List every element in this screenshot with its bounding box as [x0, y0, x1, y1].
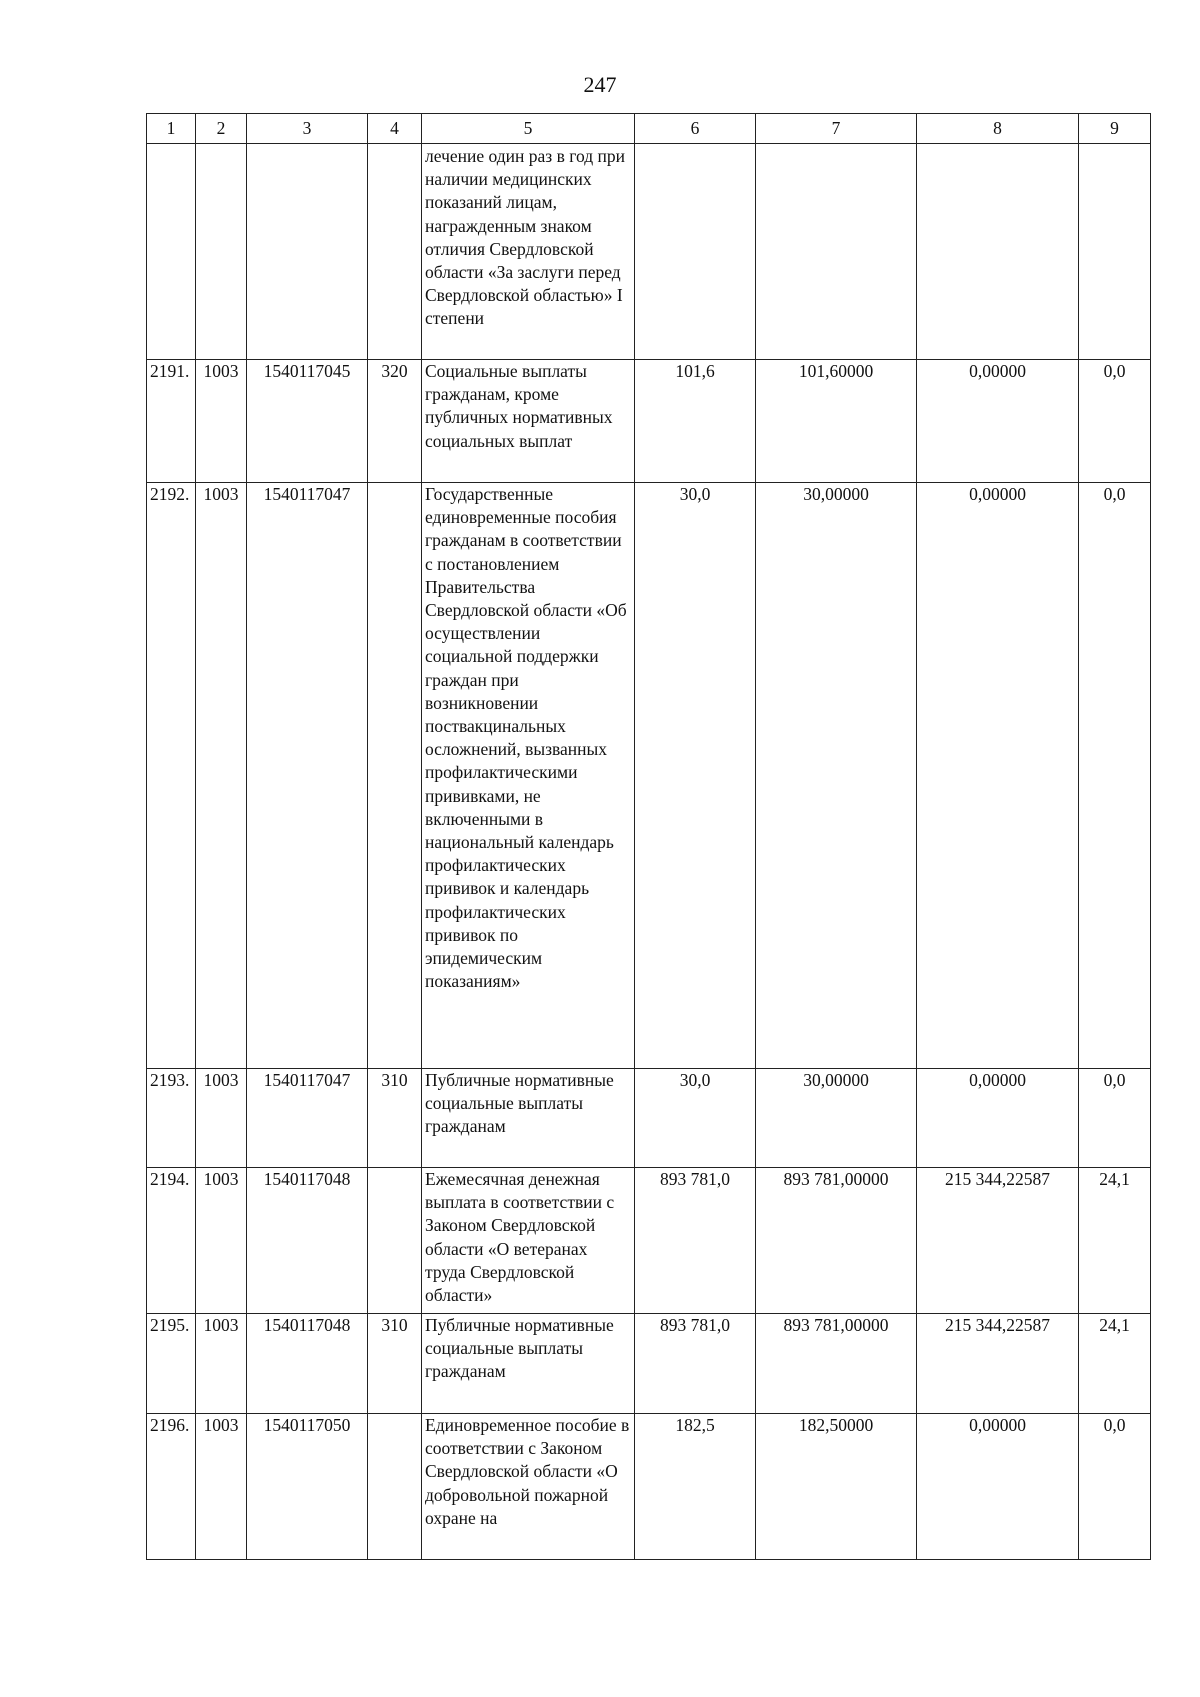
- execution-percent: 0,0: [1079, 1414, 1151, 1560]
- header-cell-9: 9: [1079, 114, 1151, 144]
- expense-type-code: [368, 1168, 422, 1314]
- expense-type-code: 310: [368, 1314, 422, 1414]
- refined-amount: 30,00000: [756, 483, 917, 1069]
- execution-percent: 0,0: [1079, 483, 1151, 1069]
- executed-amount: 0,00000: [917, 483, 1079, 1069]
- header-cell-5: 5: [422, 114, 635, 144]
- target-code: 1540117045: [247, 360, 368, 483]
- table-row: [147, 144, 1151, 360]
- target-code: [247, 144, 368, 360]
- execution-percent: [1079, 144, 1151, 360]
- target-code: 1540117050: [247, 1414, 368, 1560]
- expense-type-code: [368, 144, 422, 360]
- target-code: 1540117047: [247, 1069, 368, 1168]
- target-code: 1540117048: [247, 1168, 368, 1314]
- page-number: 247: [583, 72, 617, 97]
- execution-percent: 0,0: [1079, 1069, 1151, 1168]
- refined-amount: 30,00000: [756, 1069, 917, 1168]
- expense-name: Публичные нормативные социальные выплаты гражданам: [422, 1314, 635, 1414]
- row-number: 2193.: [147, 1069, 196, 1168]
- executed-amount: 0,00000: [917, 1069, 1079, 1168]
- section-code: 1003: [196, 360, 247, 483]
- expense-name: лечение один раз в год при наличии медицинских показаний лицам, награжденным знаком отличия Свердловской области «За заслуги перед Свердловской областью» I степени: [422, 144, 635, 360]
- table-row: [147, 360, 1151, 483]
- plan-amount: [635, 144, 756, 360]
- refined-amount: 101,60000: [756, 360, 917, 483]
- header-cell-2: 2: [196, 114, 247, 144]
- executed-amount: 215 344,22587: [917, 1168, 1079, 1314]
- header-cell-8: 8: [917, 114, 1079, 144]
- refined-amount: 182,50000: [756, 1414, 917, 1560]
- expense-type-code: [368, 1414, 422, 1560]
- section-code: 1003: [196, 483, 247, 1069]
- row-number: 2191.: [147, 360, 196, 483]
- executed-amount: 0,00000: [917, 1414, 1079, 1560]
- refined-amount: 893 781,00000: [756, 1168, 917, 1314]
- execution-percent: 0,0: [1079, 360, 1151, 483]
- table-row: [147, 1414, 1151, 1560]
- refined-amount: 893 781,00000: [756, 1314, 917, 1414]
- expense-name: Публичные нормативные социальные выплаты гражданам: [422, 1069, 635, 1168]
- header-cell-4: 4: [368, 114, 422, 144]
- expense-type-code: [368, 483, 422, 1069]
- plan-amount: 30,0: [635, 483, 756, 1069]
- plan-amount: 182,5: [635, 1414, 756, 1560]
- execution-percent: 24,1: [1079, 1168, 1151, 1314]
- header-cell-3: 3: [247, 114, 368, 144]
- header-cell-6: 6: [635, 114, 756, 144]
- row-number: 2195.: [147, 1314, 196, 1414]
- expense-name: Ежемесячная денежная выплата в соответствии с Законом Свердловской области «О ветеранах труда Свердловской области»: [422, 1168, 635, 1314]
- header-row: [147, 114, 1151, 144]
- table-row: [147, 1069, 1151, 1168]
- execution-percent: 24,1: [1079, 1314, 1151, 1414]
- expense-name: Единовременное пособие в соответствии с Законом Свердловской области «О добровольной пожарной охране на: [422, 1414, 635, 1560]
- row-number: 2192.: [147, 483, 196, 1069]
- plan-amount: 893 781,0: [635, 1314, 756, 1414]
- section-code: 1003: [196, 1414, 247, 1560]
- header-cell-1: 1: [147, 114, 196, 144]
- plan-amount: 893 781,0: [635, 1168, 756, 1314]
- executed-amount: [917, 144, 1079, 360]
- section-code: 1003: [196, 1314, 247, 1414]
- expense-name: Социальные выплаты гражданам, кроме публичных нормативных социальных выплат: [422, 360, 635, 483]
- table-row: [147, 1168, 1151, 1314]
- executed-amount: 215 344,22587: [917, 1314, 1079, 1414]
- table-row: [147, 483, 1151, 1069]
- row-number: [147, 144, 196, 360]
- section-code: [196, 144, 247, 360]
- header-cell-7: 7: [756, 114, 917, 144]
- row-number: 2194.: [147, 1168, 196, 1314]
- plan-amount: 101,6: [635, 360, 756, 483]
- target-code: 1540117048: [247, 1314, 368, 1414]
- expense-type-code: 310: [368, 1069, 422, 1168]
- budget-table: [146, 113, 1151, 1560]
- target-code: 1540117047: [247, 483, 368, 1069]
- expense-type-code: 320: [368, 360, 422, 483]
- section-code: 1003: [196, 1168, 247, 1314]
- refined-amount: [756, 144, 917, 360]
- table-row: [147, 1314, 1151, 1414]
- row-number: 2196.: [147, 1414, 196, 1560]
- executed-amount: 0,00000: [917, 360, 1079, 483]
- plan-amount: 30,0: [635, 1069, 756, 1168]
- section-code: 1003: [196, 1069, 247, 1168]
- expense-name: Государственные единовременные пособия гражданам в соответствии с постановлением Правительства Свердловской области «Об осуществлении социальной поддержки граждан при возникновении поствакцинальных осложнений, вызванных профилактическими прививками, не включенными в национальный календарь профилактических прививок и календарь профилактических прививок по эпидемическим показаниям»: [422, 483, 635, 1069]
